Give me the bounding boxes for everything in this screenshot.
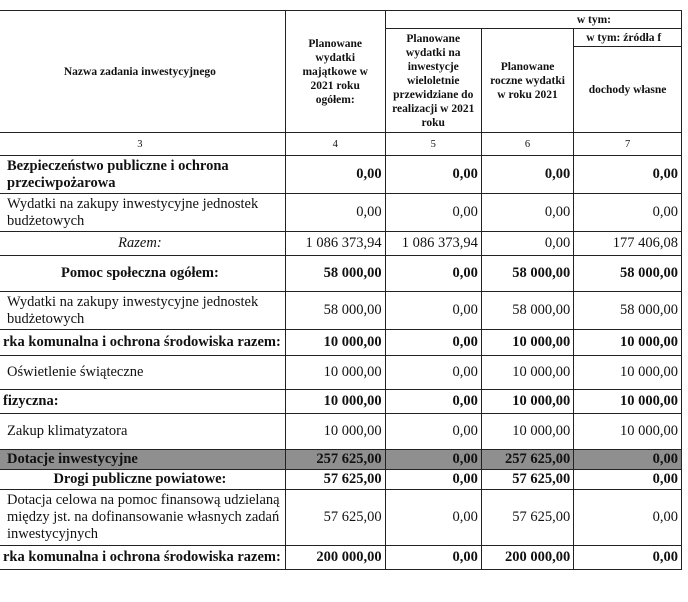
row-name: Bezpieczeństwo publiczne i ochrona przeciwpożarowa	[0, 156, 285, 194]
value-own-income: 177 406,08	[574, 232, 682, 256]
header-task-name: Nazwa zadania inwestycyjnego	[0, 11, 285, 133]
col-number: 5	[385, 133, 481, 156]
table-row	[0, 194, 682, 232]
value-multiyear: 0,00	[385, 356, 481, 390]
value-total: 1 086 373,94	[285, 232, 385, 256]
row-name: Oświetlenie świąteczne	[0, 356, 285, 390]
header-sources: w tym: źródła f	[574, 29, 682, 47]
table-row	[0, 292, 682, 330]
value-annual: 10 000,00	[481, 356, 573, 390]
row-name: Wydatki na zakupy inwestycyjne jednostek budżetowych	[0, 292, 285, 330]
value-multiyear: 0,00	[385, 330, 481, 356]
header-total-expenses: Planowane wydatki majątkowe w 2021 roku ogółem:	[285, 11, 385, 133]
value-multiyear: 0,00	[385, 256, 481, 292]
col-number: 7	[574, 133, 682, 156]
row-name: Razem:	[0, 232, 285, 256]
value-annual: 57 625,00	[481, 490, 573, 546]
table-row-highlighted	[0, 450, 682, 470]
value-own-income: 0,00	[574, 490, 682, 546]
table-row	[0, 156, 682, 194]
value-annual: 58 000,00	[481, 256, 573, 292]
value-annual: 200 000,00	[481, 546, 573, 570]
value-annual: 0,00	[481, 156, 573, 194]
row-name: Dotacje inwestycyjne	[0, 450, 285, 470]
table-row	[0, 232, 682, 256]
value-own-income: 10 000,00	[574, 414, 682, 450]
value-own-income: 0,00	[574, 546, 682, 570]
value-multiyear: 0,00	[385, 390, 481, 414]
header-annual: Planowane roczne wydatki w roku 2021	[481, 29, 573, 133]
value-total: 57 625,00	[285, 490, 385, 546]
value-multiyear: 0,00	[385, 546, 481, 570]
row-name: Zakup klimatyzatora	[0, 414, 285, 450]
value-own-income: 10 000,00	[574, 330, 682, 356]
value-annual: 257 625,00	[481, 450, 573, 470]
value-own-income: 58 000,00	[574, 292, 682, 330]
value-total: 200 000,00	[285, 546, 385, 570]
value-total: 257 625,00	[285, 450, 385, 470]
row-name: rka komunalna i ochrona środowiska razem:	[0, 330, 285, 356]
value-multiyear: 0,00	[385, 414, 481, 450]
value-total: 57 625,00	[285, 470, 385, 490]
col-number: 6	[481, 133, 573, 156]
value-annual: 10 000,00	[481, 414, 573, 450]
value-annual: 0,00	[481, 232, 573, 256]
value-annual: 58 000,00	[481, 292, 573, 330]
value-multiyear: 0,00	[385, 450, 481, 470]
value-own-income: 10 000,00	[574, 356, 682, 390]
table-row	[0, 470, 682, 490]
table-row	[0, 490, 682, 546]
value-annual: 10 000,00	[481, 390, 573, 414]
value-multiyear: 0,00	[385, 490, 481, 546]
row-name: Wydatki na zakupy inwestycyjne jednostek budżetowych	[0, 194, 285, 232]
row-name: rka komunalna i ochrona środowiska razem:	[0, 546, 285, 570]
value-own-income: 10 000,00	[574, 390, 682, 414]
header-multiyear: Planowane wydatki na inwestycje wieloletnie przewidziane do realizacji w 2021 roku	[385, 29, 481, 133]
value-annual: 10 000,00	[481, 330, 573, 356]
table-row	[0, 256, 682, 292]
value-annual: 0,00	[481, 194, 573, 232]
col-number: 4	[285, 133, 385, 156]
table-row	[0, 330, 682, 356]
col-number: 3	[0, 133, 285, 156]
value-own-income: 0,00	[574, 470, 682, 490]
row-name: fizyczna:	[0, 390, 285, 414]
value-own-income: 58 000,00	[574, 256, 682, 292]
table-row	[0, 356, 682, 390]
value-total: 0,00	[285, 156, 385, 194]
value-total: 58 000,00	[285, 292, 385, 330]
value-total: 0,00	[285, 194, 385, 232]
table-row	[0, 390, 682, 414]
row-name: Dotacja celowa na pomoc finansową udzielaną między jst. na dofinansowanie własnych zadań inwestycyjnych	[0, 490, 285, 546]
value-multiyear: 0,00	[385, 470, 481, 490]
value-multiyear: 1 086 373,94	[385, 232, 481, 256]
table-row	[0, 414, 682, 450]
header-w-tym: w tym:	[385, 11, 681, 29]
header-own-income: dochody własne	[574, 47, 682, 133]
value-own-income: 0,00	[574, 156, 682, 194]
value-total: 10 000,00	[285, 330, 385, 356]
table-row	[0, 546, 682, 570]
value-multiyear: 0,00	[385, 292, 481, 330]
value-own-income: 0,00	[574, 194, 682, 232]
value-multiyear: 0,00	[385, 156, 481, 194]
value-total: 58 000,00	[285, 256, 385, 292]
value-own-income: 0,00	[574, 450, 682, 470]
value-total: 10 000,00	[285, 356, 385, 390]
value-total: 10 000,00	[285, 390, 385, 414]
value-multiyear: 0,00	[385, 194, 481, 232]
value-total: 10 000,00	[285, 414, 385, 450]
row-name: Drogi publiczne powiatowe:	[0, 470, 285, 490]
row-name: Pomoc społeczna ogółem:	[0, 256, 285, 292]
investment-table	[0, 10, 682, 570]
value-annual: 57 625,00	[481, 470, 573, 490]
